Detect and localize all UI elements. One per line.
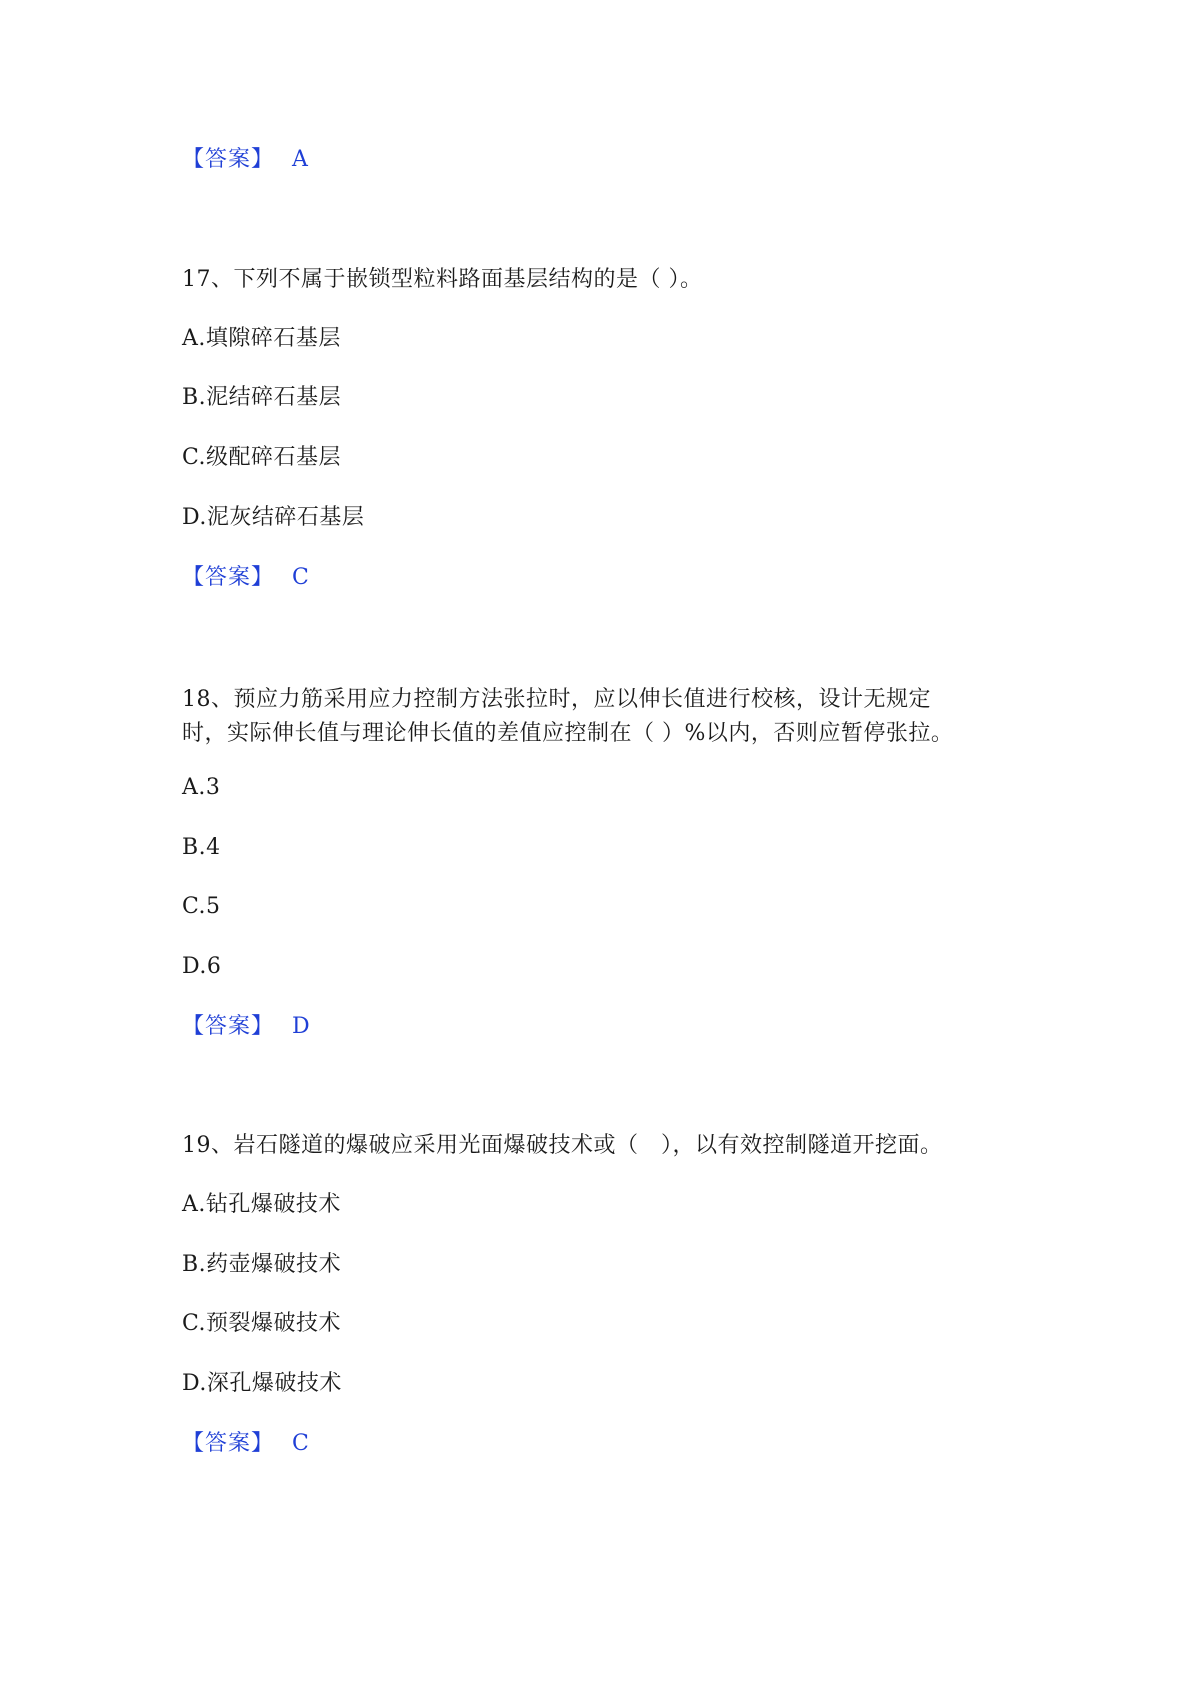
q19-option-d: D.深孔爆破技术 xyxy=(182,1371,342,1396)
q17-option-a: A.填隙碎石基层 xyxy=(182,326,341,351)
q19-option-c: C.预裂爆破技术 xyxy=(182,1311,342,1336)
q18-option-b: B.4 xyxy=(182,835,221,860)
q17-option-c: C.级配碎石基层 xyxy=(182,445,342,470)
question-19-text: 19、岩石隧道的爆破应采用光面爆破技术或（ ），以有效控制隧道开挖面。 xyxy=(182,1133,943,1158)
answer-value: A xyxy=(292,147,309,172)
q17-option-b: B.泥结碎石基层 xyxy=(182,385,342,410)
answer-label: 【答案】 xyxy=(182,1014,275,1039)
q17-option-d: D.泥灰结碎石基层 xyxy=(182,505,365,530)
answer-value: C xyxy=(292,565,310,590)
answer-line-q16 xyxy=(182,145,308,175)
answer-line-q17 xyxy=(182,563,309,593)
q19-option-b: B.药壶爆破技术 xyxy=(182,1252,342,1277)
answer-label: 【答案】 xyxy=(182,147,275,172)
question-17-text: 17、下列不属于嵌锁型粒料路面基层结构的是（ ）。 xyxy=(182,267,703,292)
q18-option-a: A.3 xyxy=(182,775,221,800)
q18-option-c: C.5 xyxy=(182,894,221,919)
answer-line-q18 xyxy=(182,1012,310,1042)
question-18-line-1: 18、预应力筋采用应力控制方法张拉时，应以伸长值进行校核，设计无规定 xyxy=(182,687,931,712)
q19-option-a: A.钻孔爆破技术 xyxy=(182,1192,341,1217)
answer-label: 【答案】 xyxy=(182,565,275,590)
answer-value: D xyxy=(292,1014,311,1039)
answer-line-q19 xyxy=(182,1429,309,1459)
q18-option-d: D.6 xyxy=(182,954,222,979)
answer-value: C xyxy=(292,1431,310,1456)
question-18-line-2: 时，实际伸长值与理论伸长值的差值应控制在（ ）%以内，否则应暂停张拉。 xyxy=(182,721,954,746)
answer-label: 【答案】 xyxy=(182,1431,275,1456)
